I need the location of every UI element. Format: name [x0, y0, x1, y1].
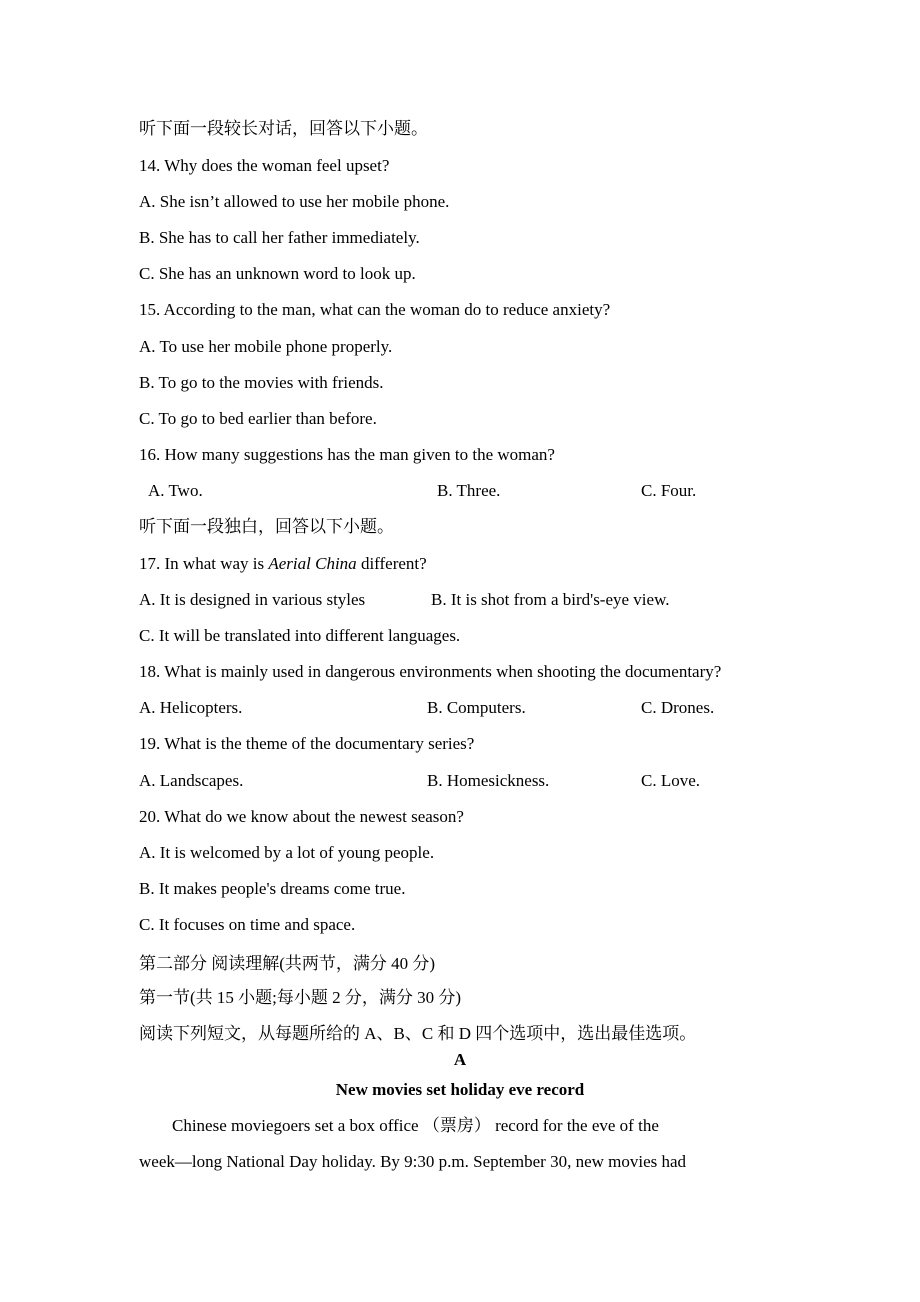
question-16-option-b: B. Three.	[437, 481, 501, 500]
question-18-option-b: B. Computers.	[427, 698, 526, 717]
passage-letter: A	[453, 1050, 467, 1069]
question-18-option-a: A. Helicopters.	[139, 698, 243, 717]
question-15-option-c: C. To go to bed earlier than before.	[139, 409, 377, 428]
question-14-stem: 14. Why does the woman feel upset?	[139, 156, 390, 175]
question-15-stem: 15. According to the man, what can the woman do to reduce anxiety?	[139, 300, 611, 319]
question-17-option-c: C. It will be translated into different languages.	[139, 626, 461, 645]
question-20-option-c: C. It focuses on time and space.	[139, 915, 356, 934]
passage-line-2: week—long National Day holiday. By 9:30 p.m. September 30, new movies had	[139, 1152, 687, 1171]
reading-section-heading: 第一节(共 15 小题;每小题 2 分，满分 30 分)	[139, 988, 462, 1007]
question-20-option-a: A. It is welcomed by a lot of young people.	[139, 843, 435, 862]
question-17-stem-end: different?	[356, 554, 427, 573]
passage-title: New movies set holiday eve record	[335, 1080, 585, 1099]
question-15-option-a: A. To use her mobile phone properly.	[139, 337, 393, 356]
question-15-option-b: B. To go to the movies with friends.	[139, 373, 384, 392]
listening-section-intro: 听下面一段较长对话，回答以下小题。	[139, 119, 428, 138]
passage-line-1: Chinese moviegoers set a box office （票房） record for the eve of the	[172, 1116, 659, 1135]
question-16-option-a: A. Two.	[148, 481, 203, 500]
monologue-section-intro: 听下面一段独白，回答以下小题。	[139, 517, 394, 536]
question-14-option-a: A. She isn’t allowed to use her mobile phone.	[139, 192, 450, 211]
question-20-stem: 20. What do we know about the newest season?	[139, 807, 464, 826]
question-17-stem-start: 17. In what way is	[139, 554, 269, 573]
reading-instructions: 阅读下列短文，从每题所给的 A、B、C 和 D 四个选项中，选出最佳选项。	[139, 1024, 697, 1043]
question-17-option-a: A. It is designed in various styles	[139, 590, 366, 609]
question-16-stem: 16. How many suggestions has the man given to the woman?	[139, 445, 555, 464]
reading-part-heading: 第二部分 阅读理解(共两节，满分 40 分)	[139, 954, 436, 973]
question-19-option-b: B. Homesickness.	[427, 771, 550, 790]
question-18-option-c: C. Drones.	[641, 698, 715, 717]
question-20-option-b: B. It makes people's dreams come true.	[139, 879, 406, 898]
question-14-option-c: C. She has an unknown word to look up.	[139, 264, 416, 283]
question-17-title: Aerial China	[268, 554, 357, 573]
question-16-option-c: C. Four.	[641, 481, 697, 500]
question-18-stem: 18. What is mainly used in dangerous environments when shooting the documentary?	[139, 662, 722, 681]
question-17-stem	[139, 553, 427, 575]
question-19-stem: 19. What is the theme of the documentary series?	[139, 734, 475, 753]
question-19-option-c: C. Love.	[641, 771, 701, 790]
question-19-option-a: A. Landscapes.	[139, 771, 244, 790]
question-14-option-b: B. She has to call her father immediately.	[139, 228, 420, 247]
question-17-option-b: B. It is shot from a bird's-eye view.	[431, 590, 670, 609]
